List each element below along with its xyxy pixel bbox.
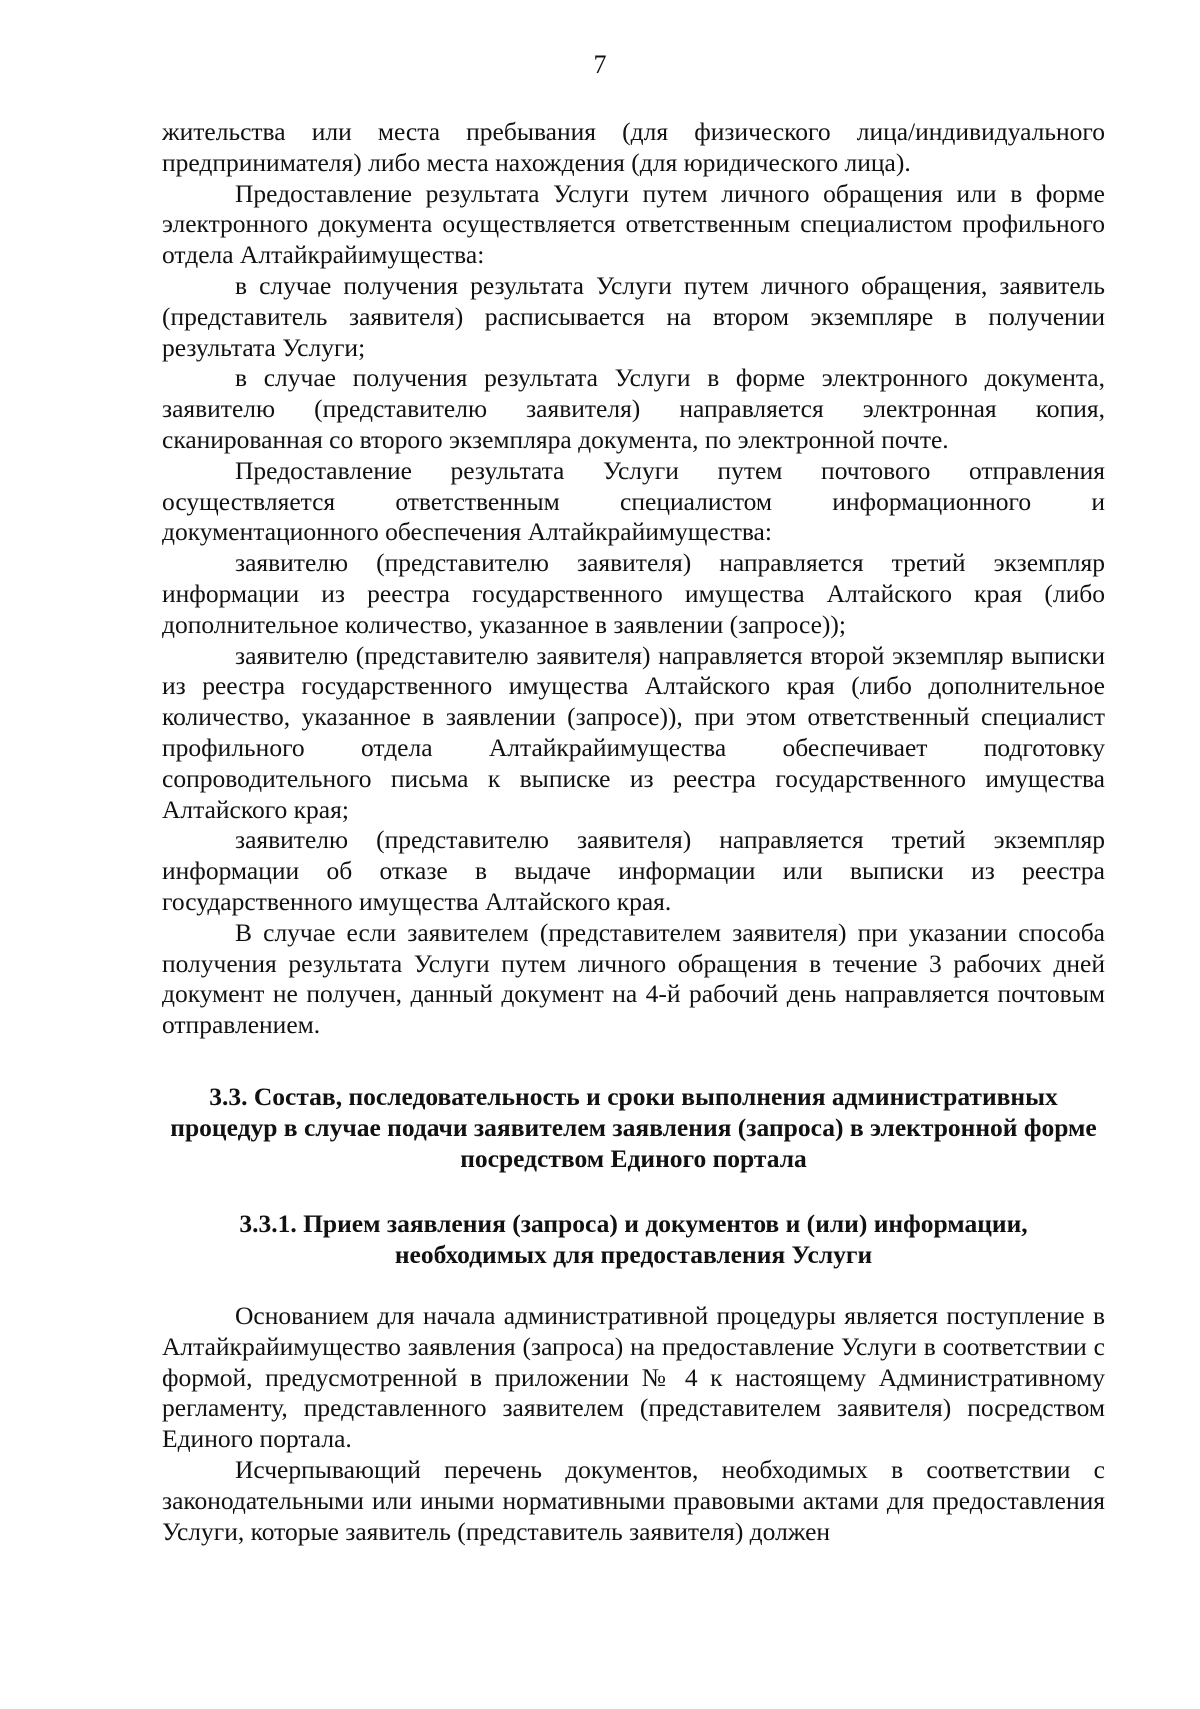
paragraph: Предоставление результата Услуги путем почтового отправления осуществляется ответственным специалистом информационного и документационного обеспечения Алтайкрайимущества: xyxy=(162,455,1105,547)
section-heading-3-3: 3.3. Состав, последовательность и сроки выполнения административных процедур в случае подачи заявителем заявления (запроса) в электронной форме посредством Единого портала xyxy=(170,1082,1097,1173)
paragraph: заявителю (представителю заявителя) направляется второй экземпляр выписки из реестра государственного имущества Алтайского края (либо дополнительное количество, указанное в заявлении (запросе)), при этом ответственный специалист профильного отдела Алтайкрайимущества обеспечивает подготовку сопроводительного письма к выписке из реестра государственного имущества Алтайского края; xyxy=(162,640,1105,824)
paragraph: в случае получения результата Услуги в форме электронного документа, заявителю (представителю заявителя) направляется электронная копия, сканированная со второго экземпляра документа, по электронной почте. xyxy=(162,363,1105,454)
paragraph: Основанием для начала административной процедуры является поступление в Алтайкрайимущество заявления (запроса) на предоставление Услуги в соответствии с формой, предусмотренной в приложении № 4 к настоящему Административному регламенту, представленного заявителем (представителем заявителя) посредством Единого портала. xyxy=(162,1301,1105,1454)
paragraph: В случае если заявителем (представителем заявителя) при указании способа получения результата Услуги путем личного обращения в течение 3 рабочих дней документ не получен, данный документ на 4-й рабочий день направляется почтовым отправлением. xyxy=(162,917,1105,1040)
paragraph: заявителю (представителю заявителя) направляется третий экземпляр информации об отказе в выдаче информации или выписки из реестра государственного имущества Алтайского края. xyxy=(162,825,1105,916)
paragraph: Предоставление результата Услуги путем личного обращения или в форме электронного документа осуществляется ответственным специалистом профильного отдела Алтайкрайимущества: xyxy=(162,178,1105,270)
page-number: 7 xyxy=(593,50,607,79)
section-heading-3-3-1: 3.3.1. Прием заявления (запроса) и документов и (или) информации, необходимых для предоставления Услуги xyxy=(239,1209,1028,1269)
paragraph: заявителю (представителю заявителя) направляется третий экземпляр информации из реестра государственного имущества Алтайского края (либо дополнительное количество, указанное в заявлении (запросе)); xyxy=(162,548,1105,639)
top-text-block xyxy=(162,117,1105,1041)
paragraph: Исчерпывающий перечень документов, необходимых в соответствии с законодательными или иными нормативными правовыми актами для предоставления Услуги, которые заявитель (представитель заявителя) должен xyxy=(162,1454,1105,1546)
paragraph-continuation: жительства или места пребывания (для физического лица/индивидуального предпринимателя) либо места нахождения (для юридического лица). xyxy=(162,117,1105,177)
paragraph: в случае получения результата Услуги путем личного обращения, заявитель (представитель заявителя) расписывается на втором экземпляре в получении результата Услуги; xyxy=(162,270,1105,362)
bottom-text-block xyxy=(162,1301,1105,1547)
